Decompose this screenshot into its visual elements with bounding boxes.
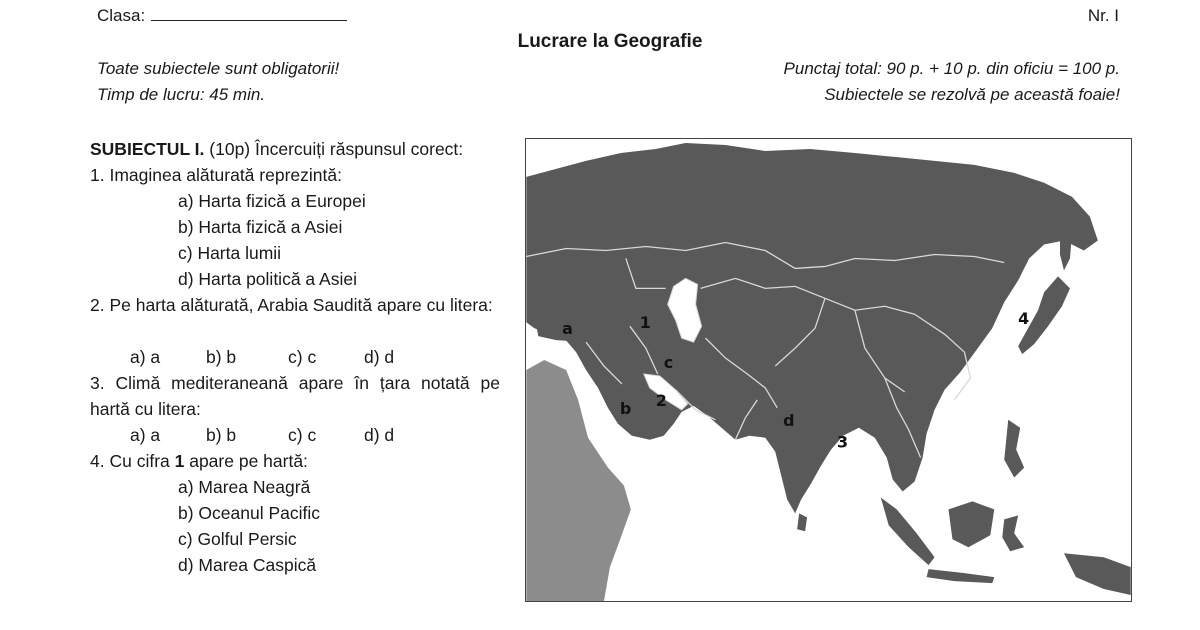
question-2-text: 2. Pe harta alăturată, Arabia Saudită apare cu litera: (90, 295, 493, 315)
map-label-c: c (663, 353, 674, 373)
q2-option-d[interactable]: d) d (364, 347, 395, 367)
class-label: Clasa: (97, 6, 146, 25)
instruction-time: Timp de lucru: 45 min. (97, 85, 266, 104)
class-blank-line[interactable] (151, 6, 347, 21)
q4-text-after: apare pe hartă: (184, 451, 308, 471)
q2-option-a[interactable]: a) a (130, 347, 161, 367)
q4-option-a[interactable]: a) Marea Neagră (178, 477, 311, 497)
q1-option-a[interactable]: a) Harta fizică a Europei (178, 191, 366, 211)
q2-option-b[interactable]: b) b (206, 347, 237, 367)
q3-option-a[interactable]: a) a (130, 425, 161, 445)
map-label-2: 2 (655, 390, 667, 410)
q4-text-bold: 1 (174, 451, 185, 471)
turkey-region (534, 306, 630, 342)
map-label-a: a (562, 319, 573, 339)
question-4-text (90, 448, 308, 474)
q4-text-before: 4. Cu cifra (90, 451, 175, 471)
q3-option-b[interactable]: b) b (206, 425, 237, 445)
instruction-score: Punctaj total: 90 p. + 10 p. din oficiu = 100 p. (783, 59, 1120, 78)
subject-heading (90, 136, 463, 162)
subject-heading-bold: SUBIECTUL I. (90, 139, 205, 159)
q4-option-d[interactable]: d) Marea Caspică (178, 555, 317, 575)
page-title: Lucrare la Geografie (517, 31, 703, 52)
map-label-1: 1 (639, 313, 651, 333)
q3-option-d[interactable]: d) d (364, 425, 395, 445)
q1-option-d[interactable]: d) Harta politică a Asiei (178, 269, 357, 289)
map-label-3: 3 (836, 432, 849, 452)
instruction-mandatory: Toate subiectele sunt obligatorii! (97, 59, 340, 78)
class-field (97, 6, 347, 26)
asia-political-map (525, 138, 1132, 602)
q1-option-b[interactable]: b) Harta fizică a Asiei (178, 217, 343, 237)
instruction-sheet: Subiectele se rezolvă pe această foaie! (824, 85, 1120, 104)
question-1-text: 1. Imaginea alăturată reprezintă: (90, 165, 342, 185)
q1-option-c[interactable]: c) Harta lumii (178, 243, 282, 263)
map-label-d: d (783, 410, 795, 430)
sheet-number: Nr. I (1087, 6, 1119, 25)
q2-option-c[interactable]: c) c (288, 347, 317, 367)
q3-option-c[interactable]: c) c (288, 425, 317, 445)
subject-heading-rest: (10p) Încercuiți răspunsul corect: (204, 139, 464, 159)
q4-option-b[interactable]: b) Oceanul Pacific (178, 503, 321, 523)
map-label-4: 4 (1018, 309, 1030, 329)
map-label-b: b (619, 398, 632, 418)
question-3-text: 3. Climă mediteraneană apare în țara notată pe hartă cu litera: (90, 373, 500, 419)
q4-option-c[interactable]: c) Golful Persic (178, 529, 297, 549)
